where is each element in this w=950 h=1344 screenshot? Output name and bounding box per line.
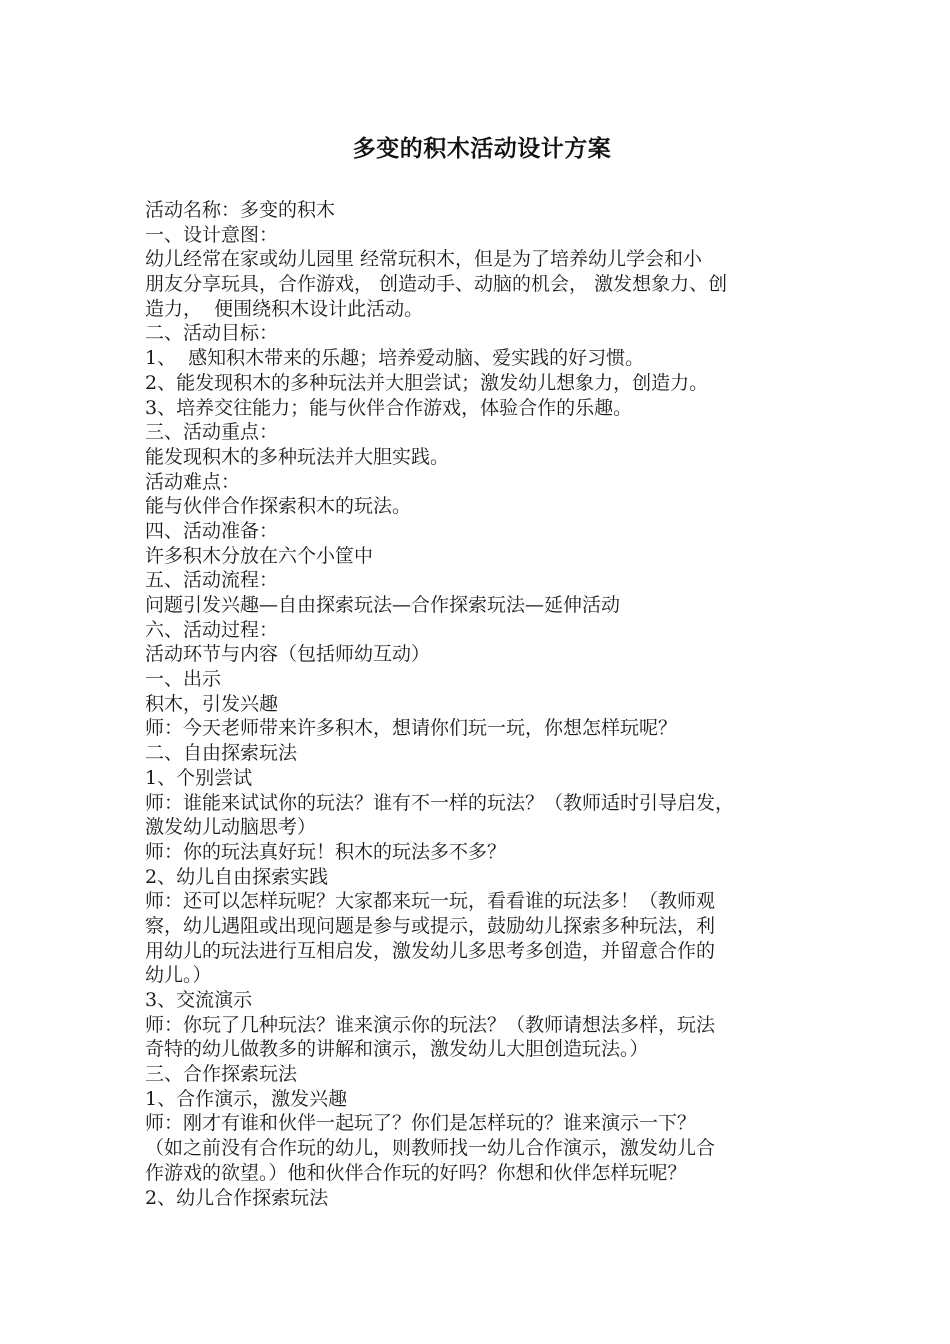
text-line: 3、培养交往能力；能与伙伴合作游戏，体验合作的乐趣。 [145, 396, 633, 419]
text-line: 1、 感知积木带来的乐趣；培养爱动脑、爱实践的好习惯。 [145, 347, 645, 370]
document-body [145, 198, 835, 1210]
text-line: 师：还可以怎样玩呢？大家都来玩一玩，看看谁的玩法多！（教师观 [145, 890, 716, 913]
text-line: 1、个别尝试 [145, 766, 253, 789]
document-title: 多变的积木活动设计方案 [352, 135, 612, 162]
text-line: 四、活动准备： [145, 519, 279, 542]
text-line: 师：谁能来试试你的玩法？谁有不一样的玩法？（教师适时引导启发， [145, 791, 735, 814]
text-line: 二、自由探索玩法 [145, 742, 298, 765]
text-line: 问题引发兴趣—自由探索玩法—合作探索玩法—延伸活动 [145, 594, 621, 616]
text-line: 三、活动重点： [145, 421, 279, 444]
text-line: 作游戏的欲望。）他和伙伴合作玩的好吗？你想和伙伴怎样玩呢？ [145, 1161, 687, 1184]
text-line: 二、活动目标： [145, 322, 279, 345]
text-line: 师：你玩了几种玩法？谁来演示你的玩法？（教师请想法多样，玩法 [145, 1013, 716, 1036]
text-line: 察，幼儿遇阻或出现问题是参与或提示，鼓励幼儿探索多种玩法，利 [145, 914, 716, 937]
text-line: 五、活动流程： [145, 569, 279, 592]
text-line: 一、设计意图： [145, 223, 279, 246]
text-line: 2、幼儿自由探索实践 [145, 865, 329, 888]
text-line: 活动难点： [145, 470, 241, 493]
text-line: 活动环节与内容（包括师幼互动） [145, 643, 431, 666]
text-line: 奇特的幼儿做教多的讲解和演示，激发幼儿大胆创造玩法。） [145, 1038, 649, 1061]
text-line: 幼儿经常在家或幼儿园里 经常玩积木，但是为了培养幼儿学会和小 [145, 248, 703, 271]
text-line: 师：刚才有谁和伙伴一起玩了？你们是怎样玩的？谁来演示一下？ [145, 1112, 697, 1135]
text-line: 许多积木分放在六个小筐中 [145, 544, 374, 567]
text-line: （如之前没有合作玩的幼儿，则教师找一幼儿合作演示，激发幼儿合 [145, 1137, 716, 1160]
text-line: 积木，引发兴趣 [145, 692, 279, 715]
text-line: 师：今天老师带来许多积木，想请你们玩一玩，你想怎样玩呢？ [145, 717, 678, 740]
text-line: 激发幼儿动脑思考） [145, 816, 317, 839]
text-line: 能与伙伴合作探索积木的玩法。 [145, 495, 412, 518]
text-line: 幼儿。） [145, 964, 212, 987]
text-line: 师：你的玩法真好玩！积木的玩法多不多？ [145, 840, 507, 863]
text-line: 一、出示 [145, 668, 222, 691]
text-line: 2、能发现积木的多种玩法并大胆尝试；激发幼儿想象力，创造力。 [145, 371, 709, 394]
text-line: 3、交流演示 [145, 989, 253, 1011]
text-line: 能发现积木的多种玩法并大胆实践。 [145, 445, 450, 468]
text-line: 六、活动过程： [145, 618, 279, 641]
text-line: 1、合作演示，激发兴趣 [145, 1087, 348, 1110]
text-line: 用幼儿的玩法进行互相启发，激发幼儿多思考多创造，并留意合作的 [145, 939, 716, 962]
text-line: 2、幼儿合作探索玩法 [145, 1186, 329, 1209]
text-line: 朋友分享玩具，合作游戏， 创造动手、动脑的机会， 激发想象力、创 [145, 273, 728, 296]
text-line: 造力， 便围绕积木设计此活动。 [145, 297, 424, 320]
text-line: 活动名称：多变的积木 [145, 199, 336, 221]
text-line: 三、合作探索玩法 [145, 1063, 298, 1086]
